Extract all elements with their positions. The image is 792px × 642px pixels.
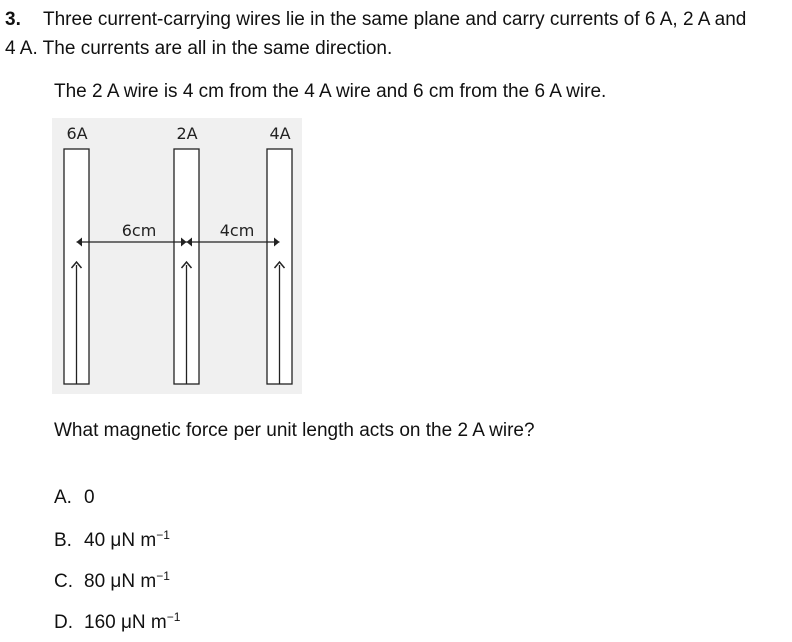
given-info: The 2 A wire is 4 cm from the 4 A wire and 6 cm from the 6 A wire. <box>54 81 607 102</box>
question-number: 3. <box>5 9 21 30</box>
question-text-1: Three current-carrying wires lie in the same plane and carry currents of 6 A, 2 A and <box>43 9 747 30</box>
option-b[interactable] <box>54 528 170 552</box>
option-unit: μN m <box>110 571 157 592</box>
option-letter: A. <box>54 487 72 508</box>
option-value: 0 <box>84 487 95 508</box>
option-value: 40 <box>84 530 106 551</box>
label-2a: 2A <box>176 124 198 143</box>
option-exponent: −1 <box>166 610 181 624</box>
wire-4a <box>267 149 292 384</box>
distance-4cm: 4cm <box>219 221 255 240</box>
label-4a: 4A <box>269 124 291 143</box>
question-line-1 <box>5 9 746 31</box>
option-letter: D. <box>54 612 73 633</box>
wire-diagram <box>52 118 302 394</box>
question-prompt: What magnetic force per unit length acts on the 2 A wire? <box>54 420 535 441</box>
option-value: 160 <box>84 612 116 633</box>
distance-6cm: 6cm <box>121 221 157 240</box>
option-d[interactable] <box>54 610 180 634</box>
option-letter: C. <box>54 571 73 592</box>
option-c[interactable] <box>54 569 170 593</box>
wire-diagram-svg <box>52 118 302 394</box>
option-exponent: −1 <box>156 528 170 542</box>
wire-6a <box>64 149 89 384</box>
option-letter: B. <box>54 530 72 551</box>
option-value: 80 <box>84 571 106 592</box>
option-a[interactable] <box>54 487 95 509</box>
option-unit: μN m <box>110 530 157 551</box>
wire-2a <box>174 149 199 384</box>
question-line-2: 4 A. The currents are all in the same direction. <box>5 38 393 59</box>
option-unit: μN m <box>120 612 167 633</box>
option-exponent: −1 <box>156 569 170 583</box>
label-6a: 6A <box>66 124 88 143</box>
